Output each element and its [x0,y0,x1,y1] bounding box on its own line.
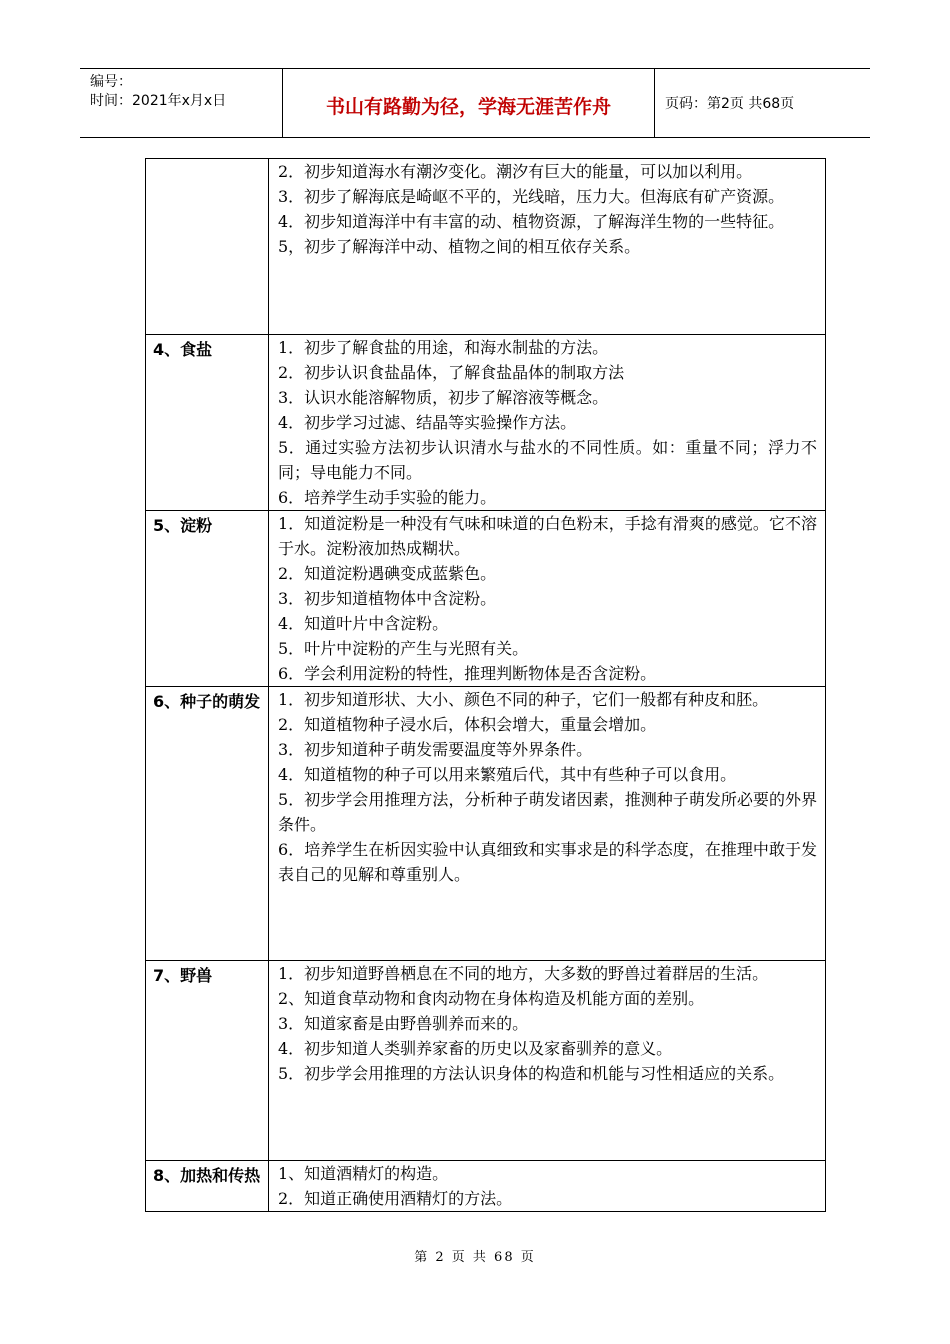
objectives-cell [269,687,826,961]
header-motto-cell [282,69,655,137]
table-row [146,961,826,1161]
objective-item: 5．初步学会用推理的方法认识身体的构造和机能与习性相适应的关系。 [278,1064,785,1083]
table-row [146,1161,826,1212]
objective-item: 2、知道食草动物和食肉动物在身体构造及机能方面的差别。 [278,989,705,1008]
objective-item: 4．初步知道人类驯养家畜的历史以及家畜驯养的意义。 [278,1039,673,1058]
topic-cell: 5、淀粉 [146,511,269,687]
objective-item: 1．知道淀粉是一种没有气味和味道的白色粉末，手捻有滑爽的感觉。它不溶于水。淀粉液加热成糊状。 [278,514,817,558]
objective-item: 2．知道植物种子浸水后，体积会增大，重量会增加。 [278,715,657,734]
topic-cell: 7、野兽 [146,961,269,1161]
objectives-cell [269,1161,826,1212]
objective-item: 3．认识水能溶解物质，初步了解溶液等概念。 [278,388,609,407]
document-date: 时间：2021年x月x日 [90,93,227,109]
objective-item: 5，初步了解海洋中动、植物之间的相互依存关系。 [278,237,641,256]
objectives-table [145,158,826,1212]
header-page-info: 页码：第2页 共68页 [665,96,795,112]
header-meta-cell [80,69,282,137]
objective-item: 4．知道植物的种子可以用来繁殖后代，其中有些种子可以食用。 [278,765,737,784]
topic-cell: 4、食盐 [146,335,269,511]
table-row [146,159,826,335]
objectives-cell [269,511,826,687]
header-page-cell [655,69,870,137]
objective-item: 2．初步知道海水有潮汐变化。潮汐有巨大的能量，可以加以利用。 [278,162,753,181]
table-row [146,511,826,687]
objective-item: 3．初步知道种子萌发需要温度等外界条件。 [278,740,593,759]
objectives-cell [269,961,826,1161]
objective-item: 5．通过实验方法初步认识清水与盐水的不同性质。如：重量不同；浮力不同；导电能力不同。 [278,438,817,482]
objective-item: 3．知道家畜是由野兽驯养而来的。 [278,1014,529,1033]
objective-item: 2．知道正确使用酒精灯的方法。 [278,1189,513,1208]
objective-item: 1．初步了解食盐的用途，和海水制盐的方法。 [278,338,609,357]
objectives-cell [269,335,826,511]
objective-item: 5．初步学会用推理方法，分析种子萌发诸因素，推测种子萌发所必要的外界条件。 [278,790,817,834]
objectives-cell [269,159,826,335]
topic-cell: 6、种子的萌发 [146,687,269,961]
objective-item: 2．初步认识食盐晶体，了解食盐晶体的制取方法 [278,363,625,382]
objective-item: 1、知道酒精灯的构造。 [278,1164,449,1183]
objective-item: 6．培养学生在析因实验中认真细致和实事求是的科学态度，在推理中敢于发表自己的见解和尊重别人。 [278,840,817,884]
objective-item: 6．培养学生动手实验的能力。 [278,488,497,507]
table-row [146,335,826,511]
topic-cell [146,159,269,335]
page-header [80,68,870,138]
objective-item: 2．知道淀粉遇碘变成蓝紫色。 [278,564,497,583]
header-motto: 书山有路勤为径，学海无涯苦作舟 [325,96,611,118]
objective-item: 4．初步知道海洋中有丰富的动、植物资源，了解海洋生物的一些特征。 [278,212,785,231]
objective-item: 6．学会利用淀粉的特性，推理判断物体是否含淀粉。 [278,664,657,683]
topic-cell: 8、加热和传热 [146,1161,269,1212]
objective-item: 3．初步知道植物体中含淀粉。 [278,589,497,608]
objective-item: 3．初步了解海底是崎岖不平的，光线暗，压力大。但海底有矿产资源。 [278,187,785,206]
objective-item: 4．初步学习过滤、结晶等实验操作方法。 [278,413,577,432]
objective-item: 1．初步知道野兽栖息在不同的地方，大多数的野兽过着群居的生活。 [278,964,769,983]
table-row [146,687,826,961]
objective-item: 5．叶片中淀粉的产生与光照有关。 [278,639,529,658]
document-number-label: 编号： [90,74,132,90]
objective-item: 4．知道叶片中含淀粉。 [278,614,449,633]
page-footer: 第 2 页 共 68 页 [414,1250,536,1265]
objective-item: 1．初步知道形状、大小、颜色不同的种子，它们一般都有种皮和胚。 [278,690,769,709]
